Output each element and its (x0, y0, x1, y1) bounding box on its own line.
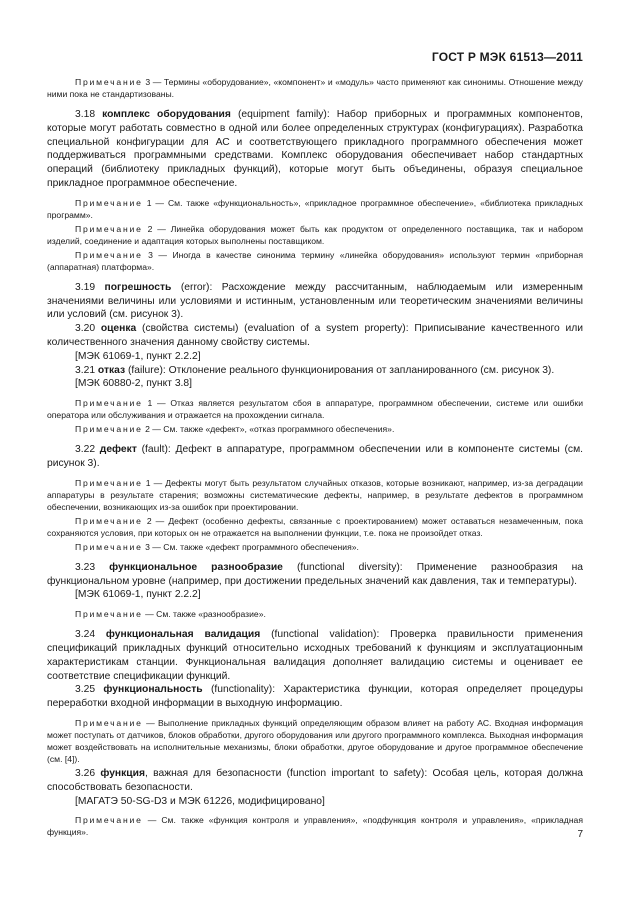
source-ref-3-23: [МЭК 61069-1, пункт 2.2.2] (75, 589, 201, 601)
term-name: функциональность (103, 684, 203, 696)
term-name: погрешность (104, 281, 172, 293)
note-3-22-3: Примечание 3 — См. также «дефект программного обеспечения». (75, 541, 359, 552)
term-name: отказ (97, 364, 126, 376)
page-number: 7 (577, 829, 583, 840)
source-ref-3-21: [МЭК 60880-2, пункт 3.8] (75, 378, 192, 390)
source-ref-3-20: [МЭК 61069-1, пункт 2.2.2] (75, 350, 201, 362)
note-3-26: Примечание — См. также «функция контроля и управления», «подфункция контроля и управления», «прикладная функция». (47, 815, 583, 838)
note-3-18-2: Примечание 2 — Линейка оборудования может быть как продуктом от определенного поставщика, так и набором изделий, соединение и адаптация которых выполнены поставщиком. (47, 223, 583, 246)
term-name: функция (100, 767, 145, 779)
note-3-22-2: Примечание 2 — Дефект (особенно дефекты, связанные с проектированием) может оставаться незамеченным, пока сохраняются условия, при которых он не отражается на выполнении функции, т.е. пока не произойдет отказ. (47, 515, 583, 538)
source-ref-3-26: [МАГАТЭ 50-SG-D3 и МЭК 61226, модифицировано] (75, 795, 325, 807)
page-content (47, 76, 583, 840)
term-name: функциональная валидация (105, 629, 261, 641)
term-3-23: 3.23 функциональное разнообразие (functional diversity): Применение разнообразия на функциональном уровне (например, при достижении предельных значений как давления, так и температуры). (47, 561, 584, 587)
term-3-22: 3.22 дефект (fault): Дефект в аппаратуре, программном обеспечении или в компоненте системы (см. рисунок 3). (47, 444, 584, 469)
note-3-18-1: Примечание 1 — См. также «функциональность», «прикладное программное обеспечение», «библиотека прикладных программ». (47, 197, 583, 220)
note-label: Примечание (75, 77, 143, 87)
note-3-21-1: Примечание 1 — Отказ является результатом сбоя в аппаратуре, программном обеспечении, системе или ошибки оператора или обслуживания и отражается на прохождении сигнала. (47, 398, 583, 421)
term-3-19: 3.19 погрешность (error): Расхождение между рассчитанным, наблюдаемым или измеренным значениями величины или условиями и истинным, установленным или теоретическим значениями величины или условий (см. рисунок 3). (47, 281, 583, 321)
term-3-18: 3.18 комплекс оборудования (equipment family): Набор приборных и программных компонентов, которые могут работать совместно в одной или более определенных структурах (конфигурациях). Разработка специальной конфигурации для АС и соответствующего прикладного программного обеспечения может поддерживаться программными средствами. Комплекс оборудования обеспечивает набор стандартных операций (библиотеку прикладных функций), которые могут быть объединены, образуя специальное прикладное программное обеспечение. (47, 109, 583, 189)
term-3-20: 3.20 оценка (свойства системы) (evaluation of a system property): Приписывание качественного или количественного значения данному свойству системы. (47, 323, 584, 348)
term-name: дефект (99, 444, 137, 456)
term-name: оценка (100, 323, 137, 335)
term-3-24: 3.24 функциональная валидация (functional validation): Проверка правильности применения спецификаций прикладных функций относительно исходных требований к функциям и эксплуатационным характеристикам станции. Функциональная валидация дополняет валидацию системы и оценивает ее соответствие спецификации функций. (47, 629, 584, 682)
note-3-18-3: Примечание 3 — Иногда в качестве синонима термину «линейка оборудования» используют термин «приборная (аппаратная) платформа». (47, 249, 583, 272)
note-3-23: Примечание — См. также «разнообразие». (75, 609, 266, 620)
note-3-17: Примечание 3 — Термины «оборудование», «компонент» и «модуль» часто применяют как синонимы. Отношение между ними пока не стандартизованы. (47, 77, 583, 99)
term-name: комплекс оборудования (102, 109, 231, 120)
note-3-25: Примечание — Выполнение прикладных функций определяющим образом влияет на работу АС. Входная информация может поступать от датчиков, блоков обработки, другого оборудования или другого программного комплекса. Выходная информация может воздействовать на исполнительные механизмы, блоки обработки, другое оборудование и другое программное обеспечение (см. [4]). (47, 717, 583, 764)
note-3-21-2: Примечание 2 — См. также «дефект», «отказ программного обеспечения». (75, 424, 395, 435)
term-3-21: 3.21 отказ (failure): Отклонение реального функционирования от запланированного (см. рисунок 3). (75, 364, 555, 376)
term-3-26: 3.26 функция, важная для безопасности (function important to safety): Особая цель, которая должна способствовать безопасности. (47, 767, 583, 793)
term-3-25: 3.25 функциональность (functionality): Характеристика функции, которая определяет процедуры переработки входной информации в выходную информацию. (47, 684, 583, 710)
term-name: функциональное разнообразие (109, 561, 283, 573)
note-3-22-1: Примечание 1 — Дефекты могут быть результатом случайных отказов, которые возникают, например, из-за деградации аппаратуры в результате старения; возможны систематические дефекты, например, в результате дефектов в программном обеспечении, возникающих из-за ошибок при проектировании. (47, 477, 583, 512)
standard-code-header: ГОСТ Р МЭК 61513—2011 (431, 50, 583, 64)
